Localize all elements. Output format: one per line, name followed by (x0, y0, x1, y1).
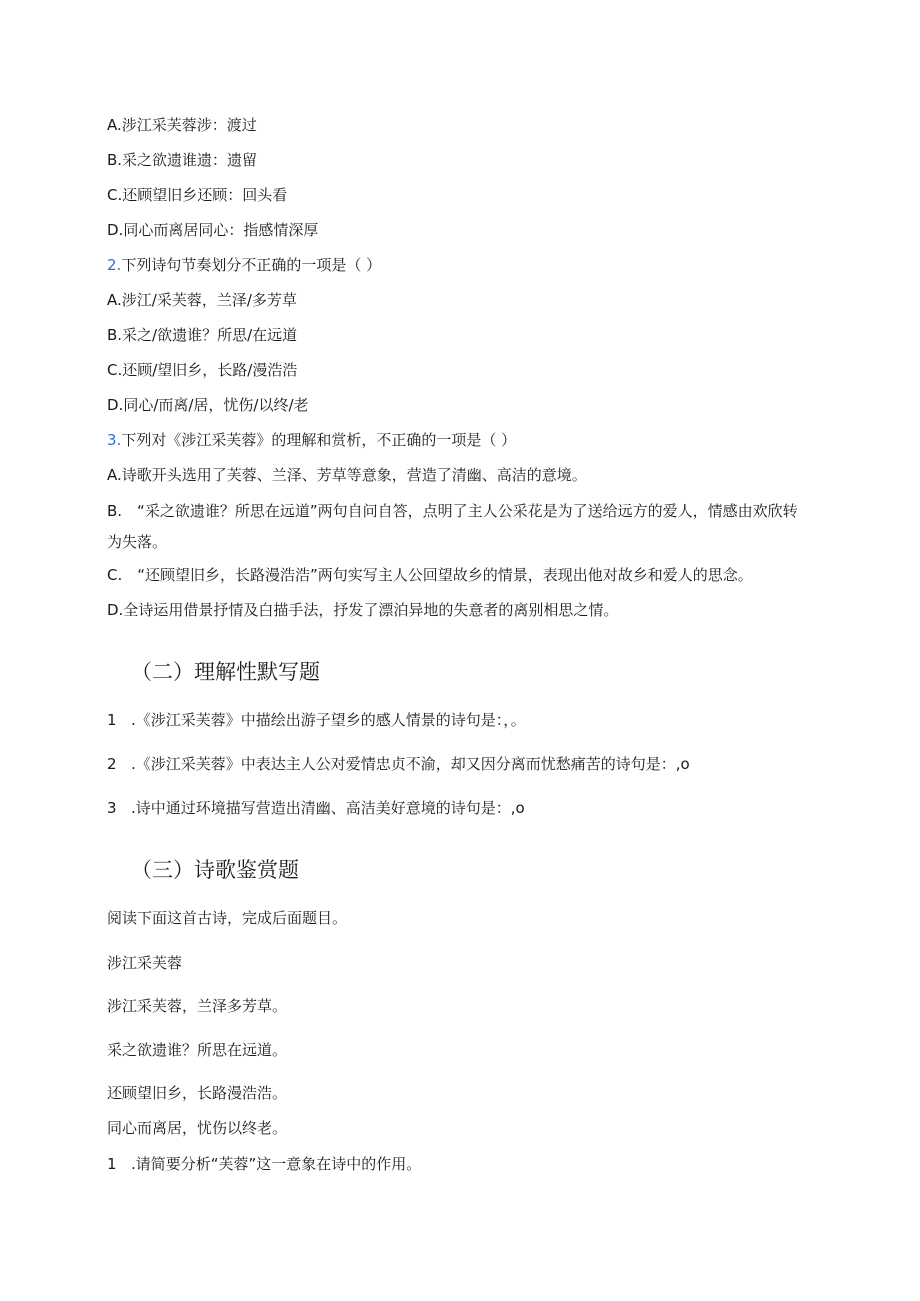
section2-item-1 (107, 710, 526, 730)
q1-option-a: A.涉江采芙蓉涉：渡过 (107, 116, 257, 134)
item-number: 1 (107, 711, 117, 729)
section2-item-2 (107, 754, 690, 774)
q3-option-a: A.诗歌开头选用了芙蓉、兰泽、芳草等意象，营造了清幽、高洁的意境。 (107, 466, 587, 484)
poem-line-1: 涉江采芙蓉，兰泽多芳草。 (107, 997, 288, 1015)
question-text: .请简要分析“芙蓉”这一意象在诗中的作用。 (131, 1155, 422, 1173)
section3-intro: 阅读下面这首古诗，完成后面题目。 (107, 909, 348, 927)
q2-stem: 下列诗句节奏划分不正确的一项是（ ） (121, 256, 382, 274)
section2-item-3 (107, 798, 525, 818)
q3-number: 3. (107, 431, 122, 449)
q2-stem-line (107, 255, 381, 275)
poem-line-3: 还顾望旧乡，长路漫浩浩。 (107, 1084, 288, 1102)
poem-line-2: 采之欲遗谁？所思在远道。 (107, 1041, 288, 1059)
q3-option-d: D.全诗运用借景抒情及白描手法，抒发了漂泊异地的失意者的离别相思之情。 (107, 601, 619, 619)
item-number: 2 (107, 755, 117, 773)
q2-option-a: A.涉江/采芙蓉，兰泽/多芳草 (107, 291, 297, 309)
q3-stem: 下列对《涉江采芙蓉》的理解和赏析，不正确的一项是（ ） (121, 431, 517, 449)
q1-option-c: C.还顾望旧乡还顾：回头看 (107, 186, 288, 204)
item-number: 3 (107, 799, 117, 817)
poem-title: 涉江采芙蓉 (107, 954, 183, 972)
q2-option-b: B.采之/欲遗谁？所思/在远道 (107, 326, 298, 344)
q2-option-c: C.还顾/望旧乡，长路/漫浩浩 (107, 361, 298, 379)
section3-title: （三）诗歌鉴赏题 (131, 858, 299, 882)
q2-number: 2. (107, 256, 122, 274)
q3-option-b: B. “采之欲遗谁？所思在远道”两句自问自答，点明了主人公采花是为了送给远方的爱人，情感由欢欣转为失落。 (107, 502, 798, 551)
poem-line-4: 同心而离居，忧伤以终老。 (107, 1119, 288, 1137)
q3-option-c: C. “还顾望旧乡，长路漫浩浩”两句实写主人公回望故乡的情景，表现出他对故乡和爱人的思念。 (107, 566, 753, 584)
q1-option-b: B.采之欲遗谁遗：遗留 (107, 151, 258, 169)
item-text: .诗中通过环境描写营造出清幽、高洁美好意境的诗句是：,o (131, 799, 525, 817)
section2-title: （二）理解性默写题 (131, 660, 320, 684)
item-text: .《涉江采芙蓉》中描绘出游子望乡的感人情景的诗句是：，。 (131, 711, 526, 729)
q1-option-d: D.同心而离居同心：指感情深厚 (107, 221, 319, 239)
item-text: .《涉江采芙蓉》中表达主人公对爱情忠贞不渝，却又因分离而忧愁痛苦的诗句是：,o (131, 755, 690, 773)
section3-question-1 (107, 1154, 421, 1174)
q3-stem-line (107, 430, 516, 450)
q2-option-d: D.同心/而离/居，忧伤/以终/老 (107, 396, 309, 414)
question-number: 1 (107, 1155, 117, 1173)
